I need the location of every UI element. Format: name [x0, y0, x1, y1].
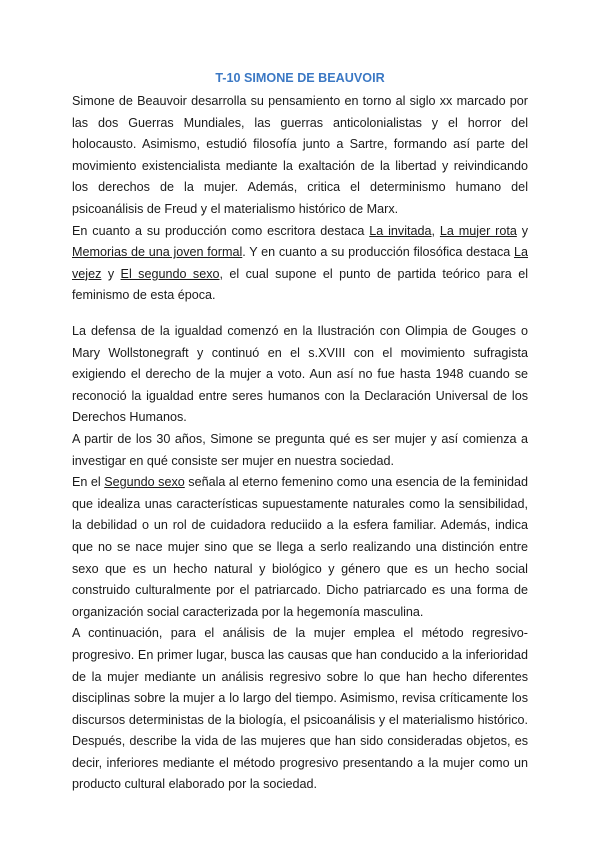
work-title-la-mujer-rota: La mujer rota	[439, 223, 517, 238]
work-title-la-vejez: La vejez	[72, 245, 528, 281]
work-title-segundo-sexo: Segundo sexo	[104, 475, 185, 490]
text-run: En cuanto a su producción como escritora destaca	[72, 223, 370, 238]
text-run: señala al eterno femenino como una esencia de la feminidad que idealiza unas características supuestamente naturales como la sensibilidad, la debilidad o un rol de cuidadora reduciido a la esfera familiar. Además, indica que no se nace mujer sino que se llega a serlo realizando una distinción entre sexo que es un hecho natural y biológico y género que es un hecho social construido culturalmente por el patriarcado. Dicho patriarcado es una forma de organización social caracterizada por la hegemonía masculina.	[72, 475, 528, 619]
paragraph-segundo-sexo	[72, 472, 528, 623]
work-title-el-segundo-sexo: El segundo sexo	[120, 266, 220, 281]
intro-section	[72, 91, 528, 307]
paragraph-question: A partir de los 30 años, Simone se pregunta qué es ser mujer y así comienza a investigar en qué consiste ser mujer en nuestra sociedad.	[72, 431, 528, 468]
paragraph-method: A continuación, para el análisis de la mujer emplea el método regresivo-progresivo. En primer lugar, busca las causas que han conducido a la inferioridad de la mujer mediante un análisis regresivo sobre lo que han hecho diferentes disciplinas sobre la mujer a lo largo del tiempo. Asimismo, revisa críticamente los discursos deterministas de la biología, el psicoanálisis y el materialismo histórico. Después, describe la vida de las mujeres que han sido consideradas objetos, es decir, inferiores mediante el método progresivo presentando a la mujer como un producto cultural elaborado por la sociedad.	[72, 626, 528, 792]
work-title-memorias: Memorias de una joven formal	[72, 245, 243, 260]
page-title: T-10 SIMONE DE BEAUVOIR	[215, 71, 385, 85]
text-run: ,	[431, 223, 440, 238]
paragraph-equality: La defensa de la igualdad comenzó en la Ilustración con Olimpia de Gouges o Mary Wollstonegraft y continuó en el s.XVIII con el movimiento sufragista exigiendo el derecho de la mujer a voto. Aun así no fue hasta 1948 cuando se reconoció la igualdad entre seres humanos con la Declaración Universal de los Derechos Humanos.	[72, 324, 528, 425]
text-run: y	[101, 266, 121, 281]
paragraph-context: Simone de Beauvoir desarrolla su pensamiento en torno al siglo xx marcado por las dos Guerras Mundiales, las guerras anticolonialistas y el horror del holocausto. Asimismo, estudió filosofía junto a Sartre, formando así parte del movimiento existencialista mediante la exaltación de la libertad y reivindicando los derechos de la mujer. Además, critica el determinismo humano del psicoanálisis de Freud y el materialismo histórico de Marx.	[72, 94, 528, 216]
text-run: . Y en cuanto a su producción filosófica destaca	[242, 245, 514, 260]
body-section	[72, 321, 528, 796]
text-run: y	[516, 223, 529, 238]
text-run: , el cual supone el punto de partida teórico para el feminismo de esta época.	[72, 266, 529, 303]
paragraph-works	[72, 221, 528, 307]
work-title-la-invitada: La invitada	[369, 223, 432, 238]
text-run: En el	[72, 475, 105, 490]
